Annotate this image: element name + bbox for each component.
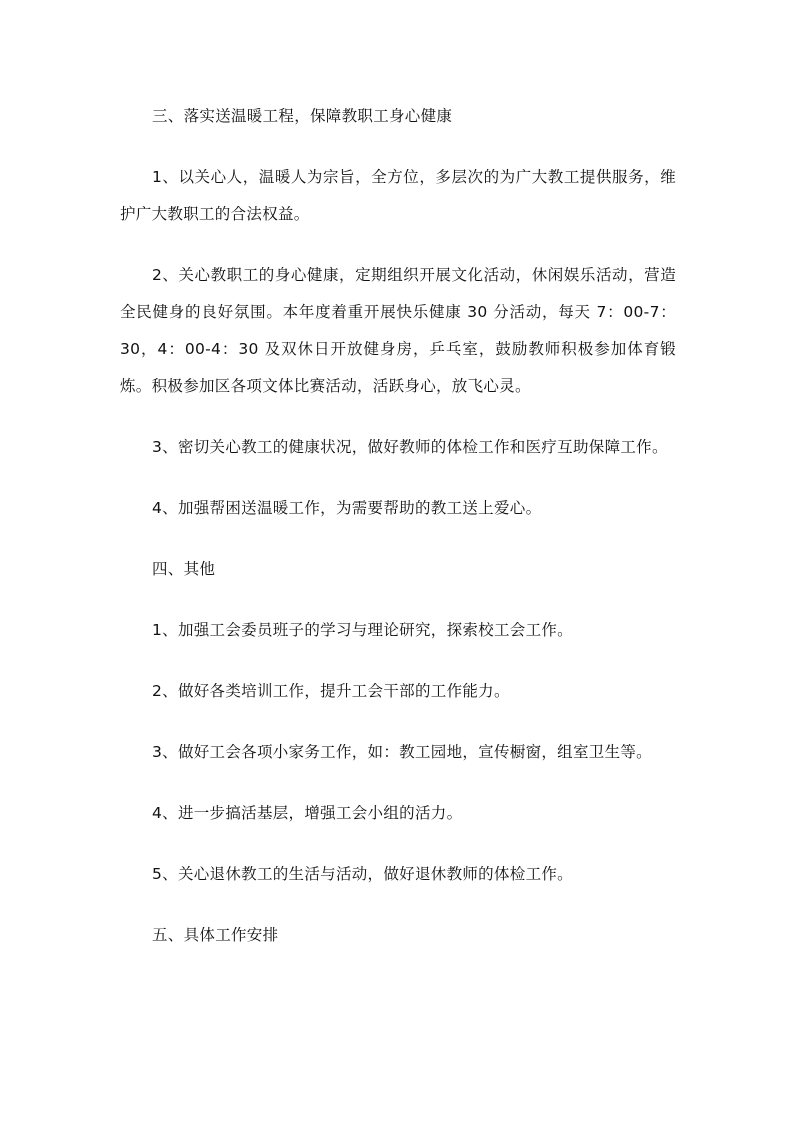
section-heading-5: 五、具体工作安排	[152, 926, 279, 944]
paragraph-3-3: 3、密切关心教工的健康状况，做好教师的体检工作和医疗互助保障工作。	[152, 438, 668, 456]
paragraph-4-3: 3、做好工会各项小家务工作，如：教工园地，宣传橱窗，组室卫生等。	[152, 743, 652, 761]
section-heading-3: 三、落实送温暖工程，保障教职工身心健康	[152, 107, 453, 125]
paragraph-3-2: 2、关心教职工的身心健康，定期组织开展文化活动，休闲娱乐活动，营造全民健身的良好氛围。本年度着重开展快乐健康 30 分活动，每天 7：00-7：30，4：00-4：30 及双休日开放健身房，乒乓室，鼓励教师积极参加体育锻炼。积极参加区各项文体比赛活动，活跃身心，放飞心灵。	[120, 266, 676, 395]
paragraph-3-1: 1、以关心人，温暖人为宗旨，全方位，多层次的为广大教工提供服务，维护广大教职工的合法权益。	[120, 168, 676, 223]
paragraph-4-5: 5、关心退休教工的生活与活动，做好退休教师的体检工作。	[152, 865, 573, 883]
document-body	[120, 98, 676, 954]
paragraph-4-2: 2、做好各类培训工作，提升工会干部的工作能力。	[152, 682, 510, 700]
section-heading-4: 四、其他	[152, 560, 216, 578]
paragraph-4-4: 4、进一步搞活基层，增强工会小组的活力。	[152, 804, 463, 822]
paragraph-3-4: 4、加强帮困送温暖工作，为需要帮助的教工送上爱心。	[152, 499, 542, 517]
paragraph-4-1: 1、加强工会委员班子的学习与理论研究，探索校工会工作。	[152, 621, 573, 639]
